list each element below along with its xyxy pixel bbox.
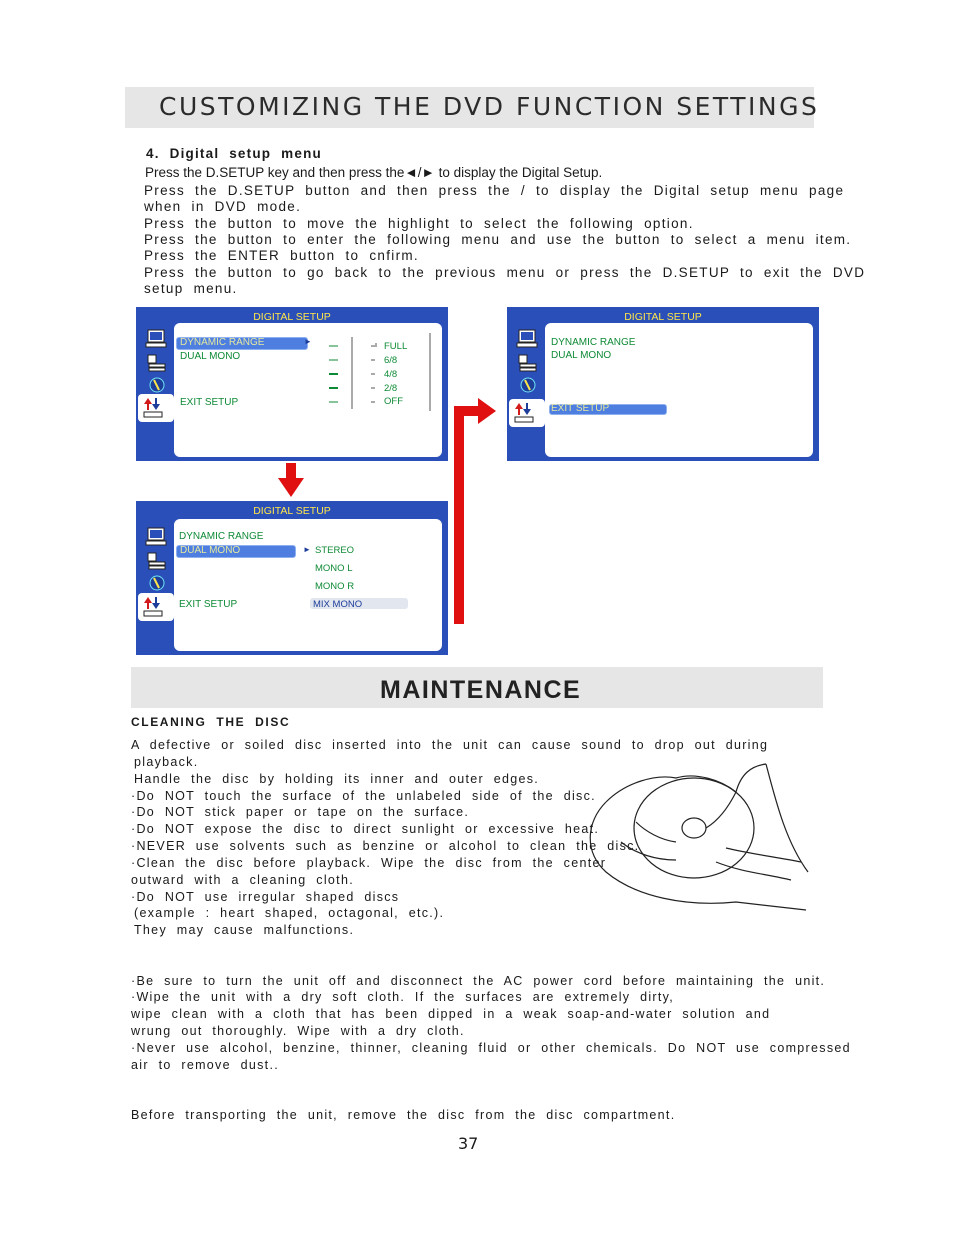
osd-screen-exit-setup: [507, 307, 819, 461]
cleaning-line: playback.: [134, 755, 199, 769]
cleaning-heading: CLEANING THE DISC: [131, 715, 291, 729]
transport-line: Before transporting the unit, remove the disc from the disc compartment.: [131, 1108, 676, 1122]
range-level-slider[interactable]: [316, 329, 436, 413]
osd-title: DIGITAL SETUP: [253, 311, 331, 323]
mono-option[interactable]: MONO L: [315, 563, 353, 574]
maintenance-title: MAINTENANCE: [380, 676, 582, 704]
page-title: CUSTOMIZING THE DVD FUNCTION SETTINGS: [159, 92, 820, 121]
down-arrow-icon: [276, 463, 306, 499]
menu-item-dynamic-range[interactable]: DYNAMIC RANGE: [179, 531, 264, 542]
range-option[interactable]: OFF: [384, 396, 403, 407]
disc-cleaning-illustration: [576, 762, 816, 912]
instruction-line: when in DVD mode.: [144, 199, 302, 214]
heading-number: 4.: [146, 146, 160, 161]
cleaning-line: ·Do NOT stick paper or tape on the surface.: [131, 805, 470, 819]
digital-setup-icon: [513, 401, 541, 425]
menu-item-exit-setup[interactable]: EXIT SETUP: [551, 403, 610, 414]
range-option[interactable]: 2/8: [384, 383, 398, 394]
submenu-arrow: ►: [303, 545, 311, 554]
care-line: ·Never use alcohol, benzine, thinner, cleaning fluid or other chemicals. Do NOT use compressed: [131, 1041, 851, 1055]
speaker-icon: [516, 353, 540, 373]
cleaning-line: Handle the disc by holding its inner and outer edges.: [134, 772, 540, 786]
menu-item-exit-setup[interactable]: EXIT SETUP: [180, 397, 239, 408]
cleaning-line: A defective or soiled disc inserted into the unit can cause sound to drop out during: [131, 738, 769, 752]
dolby-icon: [145, 375, 169, 395]
osd-screen-dual-mono: [136, 501, 448, 655]
cleaning-line: They may cause malfunctions.: [134, 923, 355, 937]
instruction-line: Press the D.SETUP button and then press the / to display the Digital setup menu page: [144, 183, 845, 198]
speaker-icon: [145, 551, 169, 571]
tv-icon: [145, 527, 169, 547]
dolby-icon: [145, 573, 169, 593]
route-arrow-icon: [450, 396, 500, 626]
range-option[interactable]: FULL: [384, 341, 408, 352]
page-number: 37: [458, 1134, 479, 1153]
menu-item-dynamic-range[interactable]: DYNAMIC RANGE: [180, 337, 265, 348]
cleaning-line: ·Do NOT use irregular shaped discs: [131, 890, 400, 904]
instruction-line: Press the button to enter the following menu and use the button to select a menu item.: [144, 232, 852, 247]
instruction-line: Press the button to move the highlight to select the following option.: [144, 216, 694, 231]
digital-setup-icon: [142, 396, 170, 420]
mono-option[interactable]: STEREO: [315, 545, 355, 556]
menu-item-dual-mono[interactable]: DUAL MONO: [180, 351, 241, 362]
care-line: ·Be sure to turn the unit off and disconnect the AC power cord before maintaining the unit.: [131, 974, 826, 988]
mono-option[interactable]: MIX MONO: [313, 599, 363, 610]
menu-item-exit-setup[interactable]: EXIT SETUP: [179, 599, 238, 610]
tv-icon: [145, 329, 169, 349]
cleaning-line: ·Do NOT expose the disc to direct sunlight or excessive heat.: [131, 822, 600, 836]
digital-setup-tab[interactable]: [509, 399, 545, 427]
heading-text: Digital setup menu: [169, 146, 322, 161]
range-option[interactable]: 6/8: [384, 355, 398, 366]
cleaning-line: ·Clean the disc before playback. Wipe the disc from the center: [131, 856, 607, 870]
menu-item-dual-mono[interactable]: DUAL MONO: [551, 350, 612, 361]
cleaning-line: outward with a cleaning cloth.: [131, 873, 354, 887]
care-line: wipe clean with a cloth that has been dipped in a weak soap-and-water solution and: [131, 1007, 771, 1021]
digital-setup-heading: [146, 146, 322, 162]
digital-setup-tab[interactable]: [138, 394, 174, 422]
digital-setup-icon: [142, 595, 170, 619]
instruction-line: Press the button to go back to the previous menu or press the D.SETUP to exit the DVD: [144, 265, 866, 280]
dolby-icon: [516, 375, 540, 395]
range-option[interactable]: 4/8: [384, 369, 398, 380]
cleaning-line: ·NEVER use solvents such as benzine or alcohol to clean the disc.: [131, 839, 640, 853]
digital-setup-tab[interactable]: [138, 593, 174, 621]
care-line: ·Wipe the unit with a dry soft cloth. If the surfaces are extremely dirty,: [131, 990, 675, 1004]
submenu-arrow: ►: [304, 337, 312, 346]
osd-title: DIGITAL SETUP: [253, 505, 331, 517]
mono-option[interactable]: MONO R: [315, 581, 355, 592]
intro-line: Press the D.SETUP key and then press the◄/► to display the Digital Setup.: [145, 165, 603, 180]
speaker-icon: [145, 353, 169, 373]
instruction-line: Press the ENTER button to cnfirm.: [144, 248, 419, 263]
care-line: air to remove dust..: [131, 1058, 279, 1072]
osd-screen-dynamic-range: [136, 307, 448, 461]
instruction-line: setup menu.: [144, 281, 238, 296]
osd-title: DIGITAL SETUP: [624, 311, 702, 323]
cleaning-line: ·Do NOT touch the surface of the unlabeled side of the disc.: [131, 789, 596, 803]
menu-item-dynamic-range[interactable]: DYNAMIC RANGE: [551, 337, 636, 348]
cleaning-line: (example : heart shaped, octagonal, etc.).: [134, 906, 445, 920]
tv-icon: [516, 329, 540, 349]
menu-item-dual-mono[interactable]: DUAL MONO: [180, 545, 241, 556]
care-line: wrung out thoroughly. Wipe with a dry cloth.: [131, 1024, 465, 1038]
